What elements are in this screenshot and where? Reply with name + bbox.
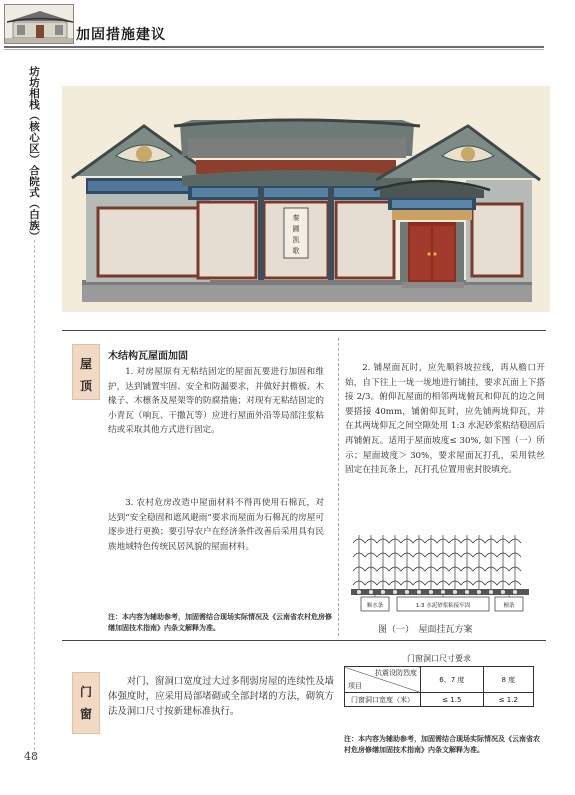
figure-caption: 图（一） 屋面挂瓦方案 xyxy=(378,625,473,635)
header-divider xyxy=(4,46,544,48)
table-header-diagonal: 抗震设防烈度 项目 xyxy=(345,667,421,693)
svg-text:凯: 凯 xyxy=(292,236,300,244)
section-divider-top xyxy=(62,330,546,331)
roof-paragraph-1: 1. 对房屋原有无粘结固定的屋面瓦要进行加固和维护，达到铺置牢固、安全和防漏要求，并做好封檐板、木椽子、木檩条及屋架等的防腐措施；对现有无粘结固定的小青瓦（响瓦、干撒瓦等）应进行屋面外沿等局部注浆粘结或采取其他方式进行固定。 xyxy=(108,367,324,436)
side-vertical-title: 坊坊相栈（核心区）合院式（白族） xyxy=(28,66,40,242)
roof-paragraph-3: 3. 农村危房改造中屋面材料不得再使用石棉瓦，对达到“安全稳固和遮风避雨”要求而屋面为石棉瓦的房屋可逐步进行更换；要引导农户在经济条件改善后采用具有民族地域特色传统民居风貌的屋面材料。 xyxy=(108,498,324,552)
door-window-note: 注：本内容为辅助参考，加固需结合现场实际情况及《云南省农村危房修缮加固技术指南》内条文解释为准。 xyxy=(344,734,540,754)
section-divider-bottom xyxy=(62,640,546,641)
page-header xyxy=(0,0,575,52)
section-tag-roof: 屋 顶 xyxy=(72,344,100,400)
header-divider-thin xyxy=(4,49,544,50)
header-logo-image xyxy=(4,4,74,44)
table-header-col1: 6、7 度 xyxy=(421,667,484,693)
page-title: 加固措施建议 xyxy=(76,27,166,43)
roof-note: 注：本内容为辅助参考，加固需结合现场实际情况及《云南省农村危房修缮加固技术指南》内条文解释为准。 xyxy=(108,612,332,632)
svg-text:秦: 秦 xyxy=(292,214,300,222)
page-number: 48 xyxy=(24,750,38,763)
svg-text:歌: 歌 xyxy=(292,247,300,255)
table-row-label: 门窗洞口宽度（米） xyxy=(345,693,421,707)
opening-size-table xyxy=(344,666,534,707)
building-elevation-illustration xyxy=(62,86,550,312)
figure-label-mid: 1:3 水泥砂浆粘接牢固 xyxy=(415,603,471,609)
table-cell-val2: ≤ 1.2 xyxy=(483,693,533,707)
table-cell-val1: ≤ 1.5 xyxy=(421,693,484,707)
section-tag-door-window: 门 窗 xyxy=(72,672,100,734)
figure-label-left: 顺水条 xyxy=(366,603,384,609)
roof-paragraph-2: 2. 铺屋面瓦时，应先顺斜坡拉线，再从檐口开始，自下往上一垅一垅地进行铺挂，要求瓦面上下搭接 2/3。俯仰瓦屋面的相邻两垅俯瓦和仰瓦的边之间要搭接 40mm，铺俯仰瓦时，应先铺两垅仰瓦，并在其两垅仰瓦之间空隙处用 1:3 水泥砂浆粘结稳固后再铺俯瓦。适用于屋面坡度≤ 30%, 如下图（一）所示；屋面坡度＞ 30%，要求屋面瓦打孔，采用铁丝固定在挂瓦条上，瓦打孔位置用密封胶填充。 xyxy=(345,363,545,476)
side-dashed-line xyxy=(34,240,35,760)
roof-subtitle: 木结构瓦屋面加固 xyxy=(108,351,188,362)
door-window-paragraph: 对门、窗洞口宽度过大过多削弱房屋的连续性及墙体强度时，应采用局部堵砌或全部封堵的方法，砌筑方法及洞口尺寸按新建标准执行。 xyxy=(108,676,334,718)
figure-label-right: 檩条 xyxy=(503,603,515,609)
svg-text:圃: 圃 xyxy=(292,225,300,233)
table-header-col2: 8 度 xyxy=(483,667,533,693)
roof-tile-diagram xyxy=(345,523,535,615)
opening-size-table-title: 门窗洞口尺寸要求 xyxy=(407,654,471,663)
column-divider xyxy=(338,338,339,636)
